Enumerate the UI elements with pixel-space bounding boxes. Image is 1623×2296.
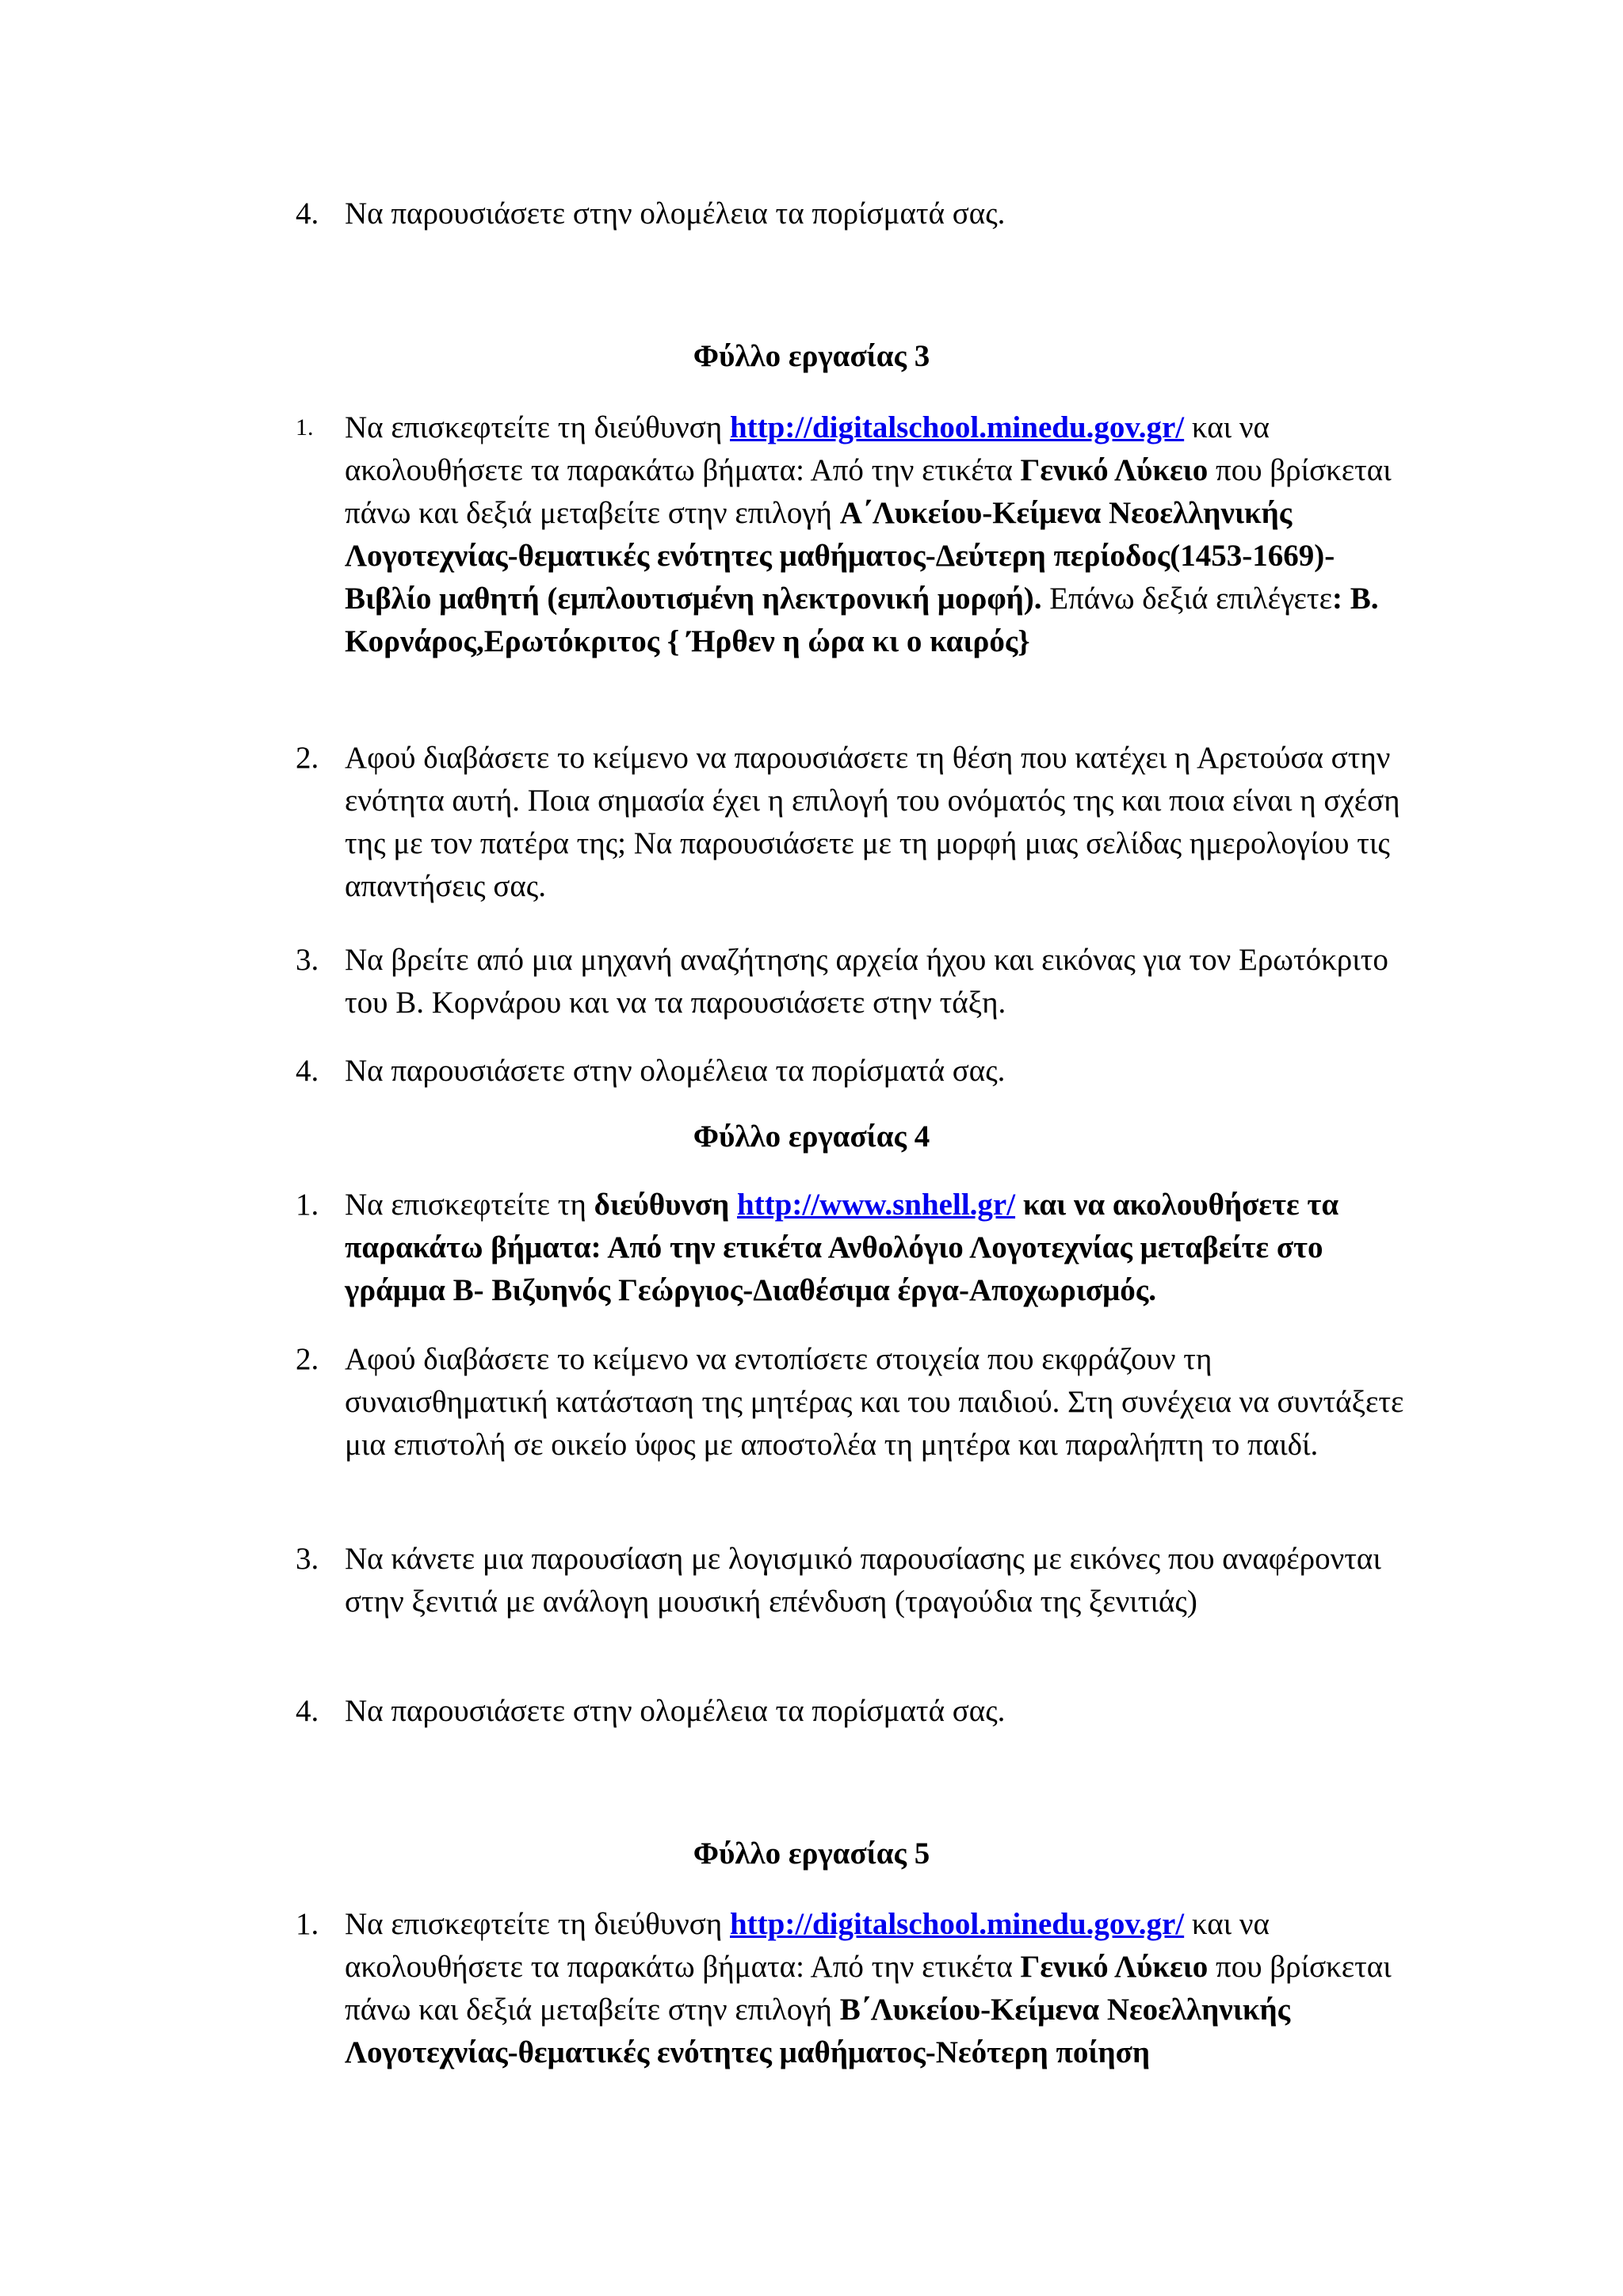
list-number: 1. bbox=[296, 1188, 319, 1222]
text-run: που βρίσκεται πάνω και δεξιά μεταβείτε στην επιλογή bbox=[345, 1950, 1392, 2027]
list-number: 4. bbox=[296, 1694, 319, 1728]
bold-text: Γενικό Λύκειο bbox=[1020, 453, 1209, 487]
worksheet-4-item-4 bbox=[296, 1690, 1405, 1733]
bold-text: Β΄Λυκείου-Κείμενα Νεοελληνικής Λογοτεχνίας-θεματικές ενότητες μαθήματος-Νεότερη ποίηση bbox=[345, 1993, 1291, 2069]
text-run: και να ακολουθήσετε τα παρακάτω βήματα: Από την ετικέτα bbox=[345, 410, 1270, 487]
list-item-text: Να παρουσιάσετε στην ολομέλεια τα πορίσματά σας. bbox=[345, 196, 1006, 231]
worksheet-3-item-4 bbox=[296, 1050, 1405, 1093]
worksheet-3-item-1 bbox=[296, 406, 1405, 663]
list-number: 2. bbox=[296, 741, 319, 775]
list-item-text bbox=[345, 1903, 1405, 2074]
list-number: 1. bbox=[296, 1907, 319, 1941]
list-item-text: Να παρουσιάσετε στην ολομέλεια τα πορίσματά σας. bbox=[345, 1054, 1006, 1088]
list-number: 3. bbox=[296, 943, 319, 977]
list-number: 4. bbox=[296, 1054, 319, 1088]
bold-text: Α΄Λυκείου-Κείμενα Νεοελληνικής Λογοτεχνίας-θεματικές ενότητες μαθήματος-Δεύτερη περίοδος(1453-1669)-Βιβλίο μαθητή (εμπλουτισμένη ηλεκτρονική μορφή). bbox=[345, 496, 1335, 616]
list-item-text: Να κάνετε μια παρουσίαση με λογισμικό παρουσίασης με εικόνες που αναφέρονται στην ξενιτιά με ανάλογη μουσική επένδυση (τραγούδια της ξενιτιάς) bbox=[345, 1542, 1381, 1619]
list-item-text: Να παρουσιάσετε στην ολομέλεια τα πορίσματά σας. bbox=[345, 1694, 1006, 1728]
list-number: 2. bbox=[296, 1342, 319, 1376]
worksheet-5-heading: Φύλλο εργασίας 5 bbox=[693, 1836, 930, 1871]
text-run: Να επισκεφτείτε τη διεύθυνση bbox=[345, 410, 730, 444]
bold-text: και να ακολουθήσετε τα παρακάτω βήματα: Από την ετικέτα Ανθολόγιο Λογοτεχνίας μεταβείτε στο γράμμα Β- Βιζυηνός Γεώργιος-Διαθέσιμα έργα-Αποχωρισμός. bbox=[345, 1188, 1339, 1307]
digitalschool-link[interactable]: http://digitalschool.minedu.gov.gr/ bbox=[729, 1907, 1185, 1941]
worksheet-3-item-2 bbox=[296, 737, 1405, 908]
digitalschool-link[interactable]: http://digitalschool.minedu.gov.gr/ bbox=[729, 410, 1185, 444]
worksheet-4-item-2 bbox=[296, 1338, 1405, 1466]
text-run: Να επισκεφτείτε τη bbox=[345, 1188, 594, 1222]
text-run: Επάνω δεξιά επιλέγετε bbox=[1041, 582, 1332, 616]
list-number: 4. bbox=[296, 196, 319, 231]
bold-text: διεύθυνση bbox=[594, 1188, 738, 1222]
list-item-text: Αφού διαβάσετε το κείμενο να παρουσιάσετε τη θέση που κατέχει η Αρετούσα στην ενότητα αυτή. Ποια σημασία έχει η επιλογή του ονόματός της και ποια είναι η σχέση της με τον πατέρα της; Να παρουσιάσετε με τη μορφή μιας σελίδας ημερολογίου τις απαντήσεις σας. bbox=[345, 741, 1400, 903]
worksheet-4-item-3 bbox=[296, 1538, 1405, 1623]
text-run: που βρίσκεται πάνω και δεξιά μεταβείτε στην επιλογή bbox=[345, 453, 1392, 530]
bold-text: Γενικό Λύκειο bbox=[1020, 1950, 1209, 1984]
list-item-text: Να βρείτε από μια μηχανή αναζήτησης αρχεία ήχου και εικόνας για τον Ερωτόκριτο του Β. Κορνάρου και να τα παρουσιάσετε στην τάξη. bbox=[345, 943, 1388, 1020]
worksheet-3-heading: Φύλλο εργασίας 3 bbox=[693, 339, 930, 373]
list-item-text: Αφού διαβάσετε το κείμενο να εντοπίσετε στοιχεία που εκφράζουν τη συναισθηματική κατάσταση της μητέρας και του παιδιού. Στη συνέχεια να συντάξετε μια επιστολή σε οικείο ύφος με αποστολέα τη μητέρα και παραλήπτη το παιδί. bbox=[345, 1342, 1404, 1462]
worksheet-4-item-1 bbox=[296, 1184, 1405, 1312]
list-item bbox=[296, 193, 1405, 235]
list-item-text bbox=[345, 1184, 1405, 1312]
bold-text: : Β. Κορνάρος,Ερωτόκριτος { Ήρθεν η ώρα κι ο καιρός} bbox=[345, 582, 1379, 658]
worksheet-4-heading: Φύλλο εργασίας 4 bbox=[693, 1119, 930, 1154]
list-number: 3. bbox=[296, 1542, 319, 1576]
text-run: και να ακολουθήσετε τα παρακάτω βήματα: Από την ετικέτα bbox=[345, 1907, 1270, 1984]
text-run: Να επισκεφτείτε τη διεύθυνση bbox=[345, 1907, 730, 1941]
snhell-link[interactable]: http://www.snhell.gr/ bbox=[737, 1188, 1016, 1222]
worksheet-3-item-3 bbox=[296, 939, 1405, 1024]
list-number: 1. bbox=[296, 414, 314, 441]
worksheet-5-item-1 bbox=[296, 1903, 1405, 2074]
list-item-text bbox=[345, 406, 1405, 663]
